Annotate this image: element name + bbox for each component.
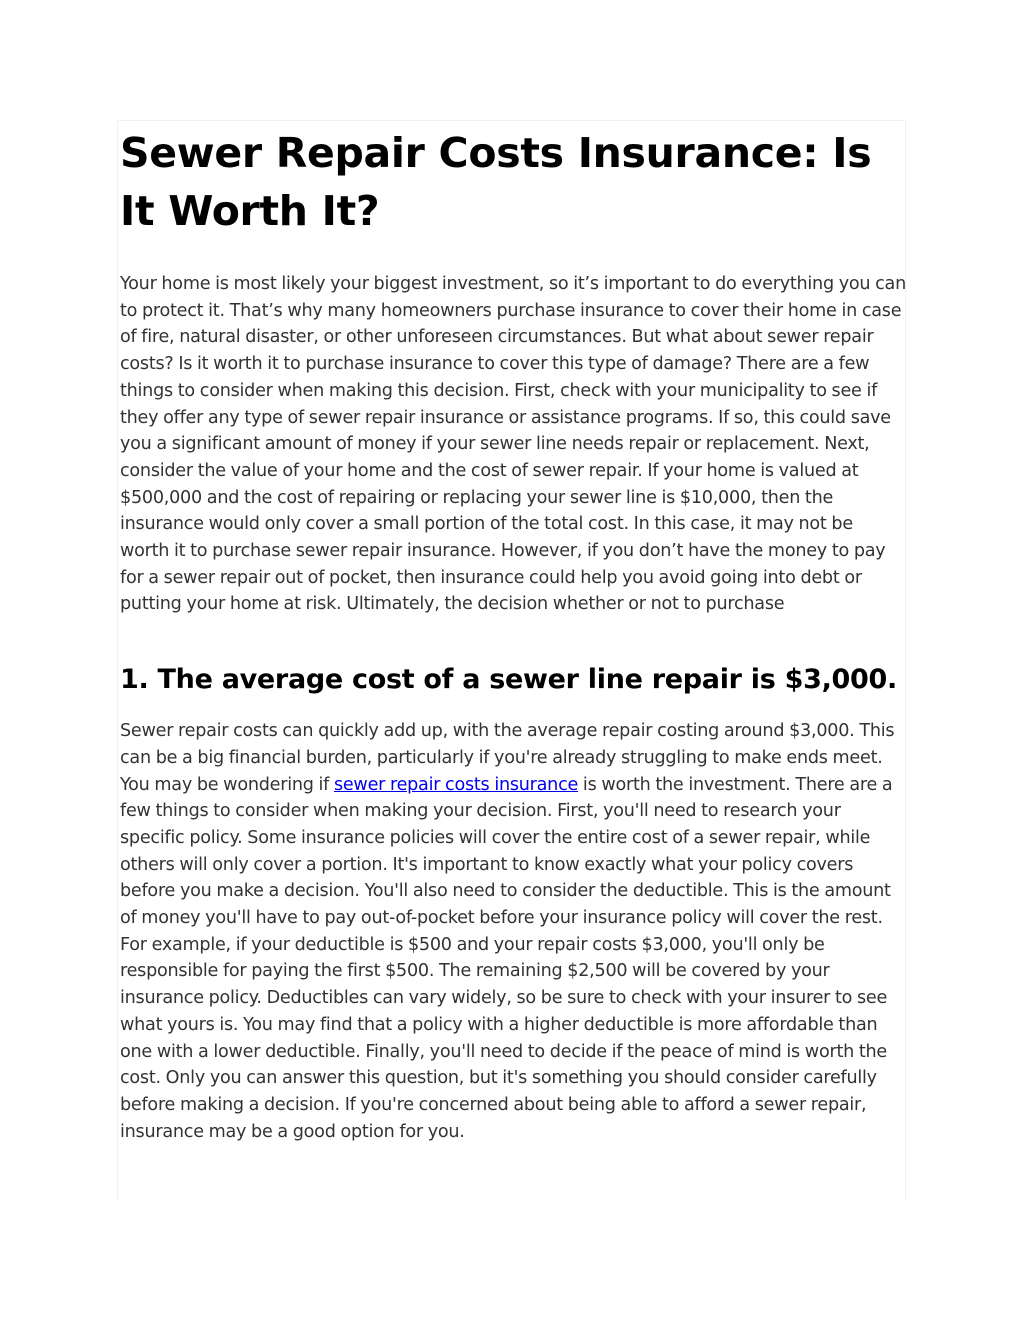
page-title: Sewer Repair Costs Insurance: Is It Worth It?	[120, 129, 872, 235]
article	[120, 124, 906, 1145]
section-paragraph	[120, 718, 906, 1145]
section-text-after-link: is worth the investment. There are a few things to consider when making your decision. First, you'll need to research your specific policy. Some insurance policies will cover the entire cost of a sewer repair, while others will only cover a portion. It's important to know exactly what your policy covers before you make a decision. You'll also need to consider the deductible. This is the amount of money you'll have to pay out-of-pocket before your insurance policy will cover the rest. For example, if your deductible is $500 and your repair costs $3,000, you'll only be responsible for paying the first $500. The remaining $2,500 will be covered by your insurance policy. Deductibles can vary widely, so be sure to check with your insurer to see what yours is. You may find that a policy with a higher deductible is more affordable than one with a lower deductible. Finally, you'll need to decide if the peace of mind is worth the cost. Only you can answer this question, but it's something you should consider carefully before making a decision. If you're concerned about being able to afford a sewer repair, insurance may be a good option for you.	[120, 774, 893, 1142]
section-heading: 1. The average cost of a sewer line repair is $3,000.	[120, 664, 897, 696]
section-text-before-link: Sewer repair costs can quickly add up, with the average repair costing around $3,000. This can be a big financial burden, particularly if you're already struggling to make ends meet. You may be wondering if	[120, 721, 895, 795]
sewer-repair-insurance-link[interactable]: sewer repair costs insurance	[333, 774, 579, 795]
intro-paragraph: Your home is most likely your biggest investment, so it’s important to do everything you can to protect it. That’s why many homeowners purchase insurance to cover their home in case of fire, natural disaster, or other unforeseen circumstances. But what about sewer repair costs? Is it worth it to purchase insurance to cover this type of damage? There are a few things to consider when making this decision. First, check with your municipality to see if they offer any type of sewer repair insurance or assistance programs. If so, this could save you a significant amount of money if your sewer line needs repair or replacement. Next, consider the value of your home and the cost of sewer repair. If your home is valued at $500,000 and the cost of repairing or replacing your sewer line is $10,000, then the insurance would only cover a small portion of the total cost. In this case, it may not be worth it to purchase sewer repair insurance. However, if you don’t have the money to pay for a sewer repair out of pocket, then insurance could help you avoid going into debt or putting your home at risk. Ultimately, the decision whether or not to purchase	[120, 274, 906, 615]
